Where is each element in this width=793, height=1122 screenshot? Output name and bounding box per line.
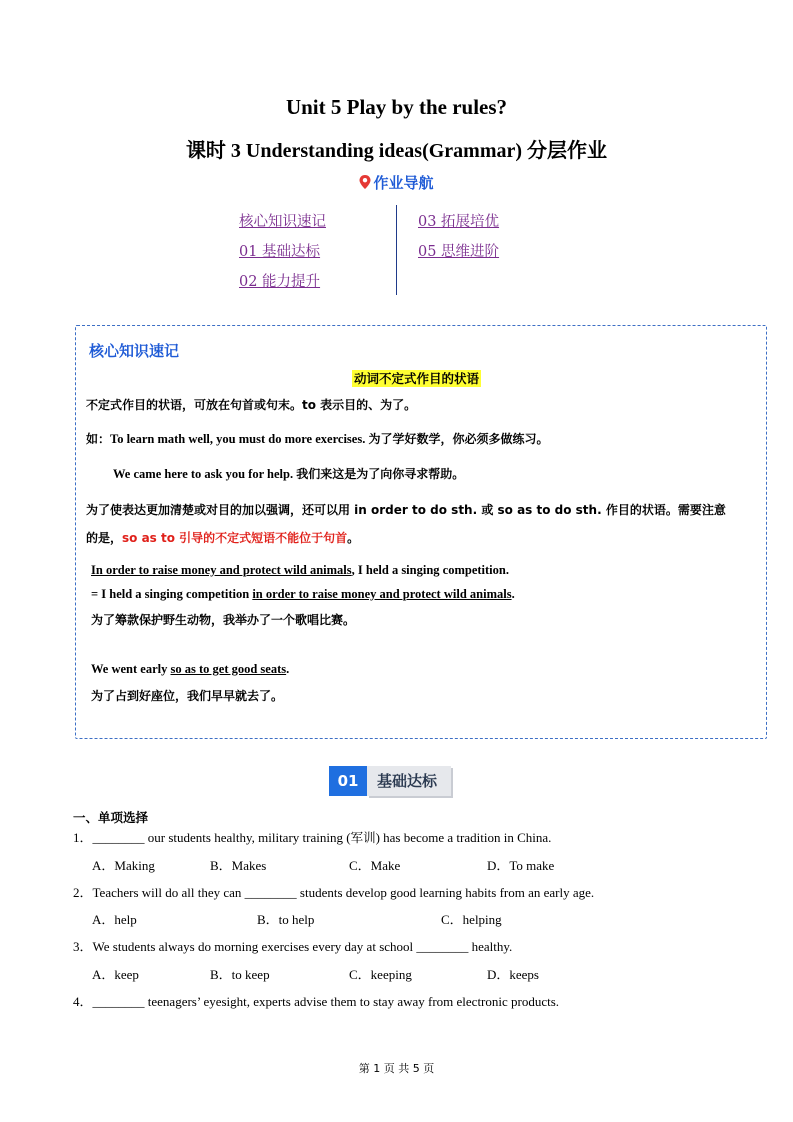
example-5-translation: 为了占到好座位，我们早早就去了。 xyxy=(91,689,284,703)
q3-option-d[interactable]: D．keeps xyxy=(487,967,539,982)
nav-link-basic[interactable]: 01 基础达标 xyxy=(239,244,321,260)
nav-heading-label: 作业导航 xyxy=(373,174,434,192)
nav-link-core-knowledge[interactable]: 核心知识速记 xyxy=(239,214,326,230)
warning-text: so as to 引导的不定式短语不能位于句首 xyxy=(122,531,348,545)
part-title: 一、单项选择 xyxy=(73,810,149,825)
q1-option-b[interactable]: B．Makes xyxy=(210,858,267,873)
q1-option-a[interactable]: A．Making xyxy=(92,858,155,873)
page-title: Unit 5 Play by the rules? xyxy=(285,95,508,119)
q2-option-a[interactable]: A．help xyxy=(92,912,137,927)
nav-divider xyxy=(396,205,397,295)
question-4: 4．________ teenagers’ eyesight, experts advise them to stay away from electronic products. xyxy=(73,994,560,1009)
location-pin-icon xyxy=(359,175,371,189)
knowledge-topic xyxy=(352,368,481,387)
question-2: 2．Teachers will do all they can ________ students develop good learning habits from an early age. xyxy=(73,885,595,900)
page-footer: 第 1 页 共 5 页 xyxy=(358,1062,435,1075)
nav-link-ability[interactable]: 02 能力提升 xyxy=(239,274,321,290)
example-1: 如：To learn math well, you must do more exercises. 为了学好数学，你必须多做练习。 xyxy=(86,432,549,446)
q3-option-c[interactable]: C．keeping xyxy=(349,967,412,982)
example-5: We went early so as to get good seats. xyxy=(91,662,290,676)
nav-heading xyxy=(0,172,793,193)
rule-line-3: 的是，so as to 引导的不定式短语不能位于句首。 xyxy=(86,531,360,545)
example-4-translation: 为了筹款保护野生动物，我举办了一个歌唱比赛。 xyxy=(91,613,356,627)
section-label: 基础达标 xyxy=(367,766,451,796)
example-4: = I held a singing competition in order to raise money and protect wild animals. xyxy=(91,587,515,601)
q2-option-b[interactable]: B．to help xyxy=(257,912,315,927)
rule-line-2: 为了使表达更加清楚或对目的加以强调，还可以用 in order to do sth. 或 so as to do sth. 作目的状语。需要注意 xyxy=(86,503,726,517)
q3-option-a[interactable]: A．keep xyxy=(92,967,139,982)
nav-link-thinking[interactable]: 05 思维进阶 xyxy=(418,244,500,260)
q1-option-c[interactable]: C．Make xyxy=(349,858,401,873)
q1-option-d[interactable]: D．To make xyxy=(487,858,555,873)
page-subtitle: 课时 3 Understanding ideas(Grammar) 分层作业 xyxy=(185,140,608,162)
q3-option-b[interactable]: B．to keep xyxy=(210,967,270,982)
topic-highlight: 动词不定式作目的状语 xyxy=(354,371,480,386)
section-number: 01 xyxy=(329,766,367,796)
q2-option-c[interactable]: C．helping xyxy=(441,912,502,927)
nav-link-extension[interactable]: 03 拓展培优 xyxy=(418,214,500,230)
question-1: 1．________ our students healthy, military training (军训) has become a tradition in China. xyxy=(73,830,552,845)
example-3: In order to raise money and protect wild animals, I held a singing competition. xyxy=(91,563,509,577)
question-3: 3．We students always do morning exercises every day at school ________ healthy. xyxy=(73,939,513,954)
knowledge-heading: 核心知识速记 xyxy=(89,342,180,360)
example-2: We came here to ask you for help. 我们来这是为了向你寻求帮助。 xyxy=(113,467,465,481)
section-badge xyxy=(329,766,451,796)
rule-line-1: 不定式作目的状语，可放在句首或句末。to 表示目的、为了。 xyxy=(86,398,417,412)
